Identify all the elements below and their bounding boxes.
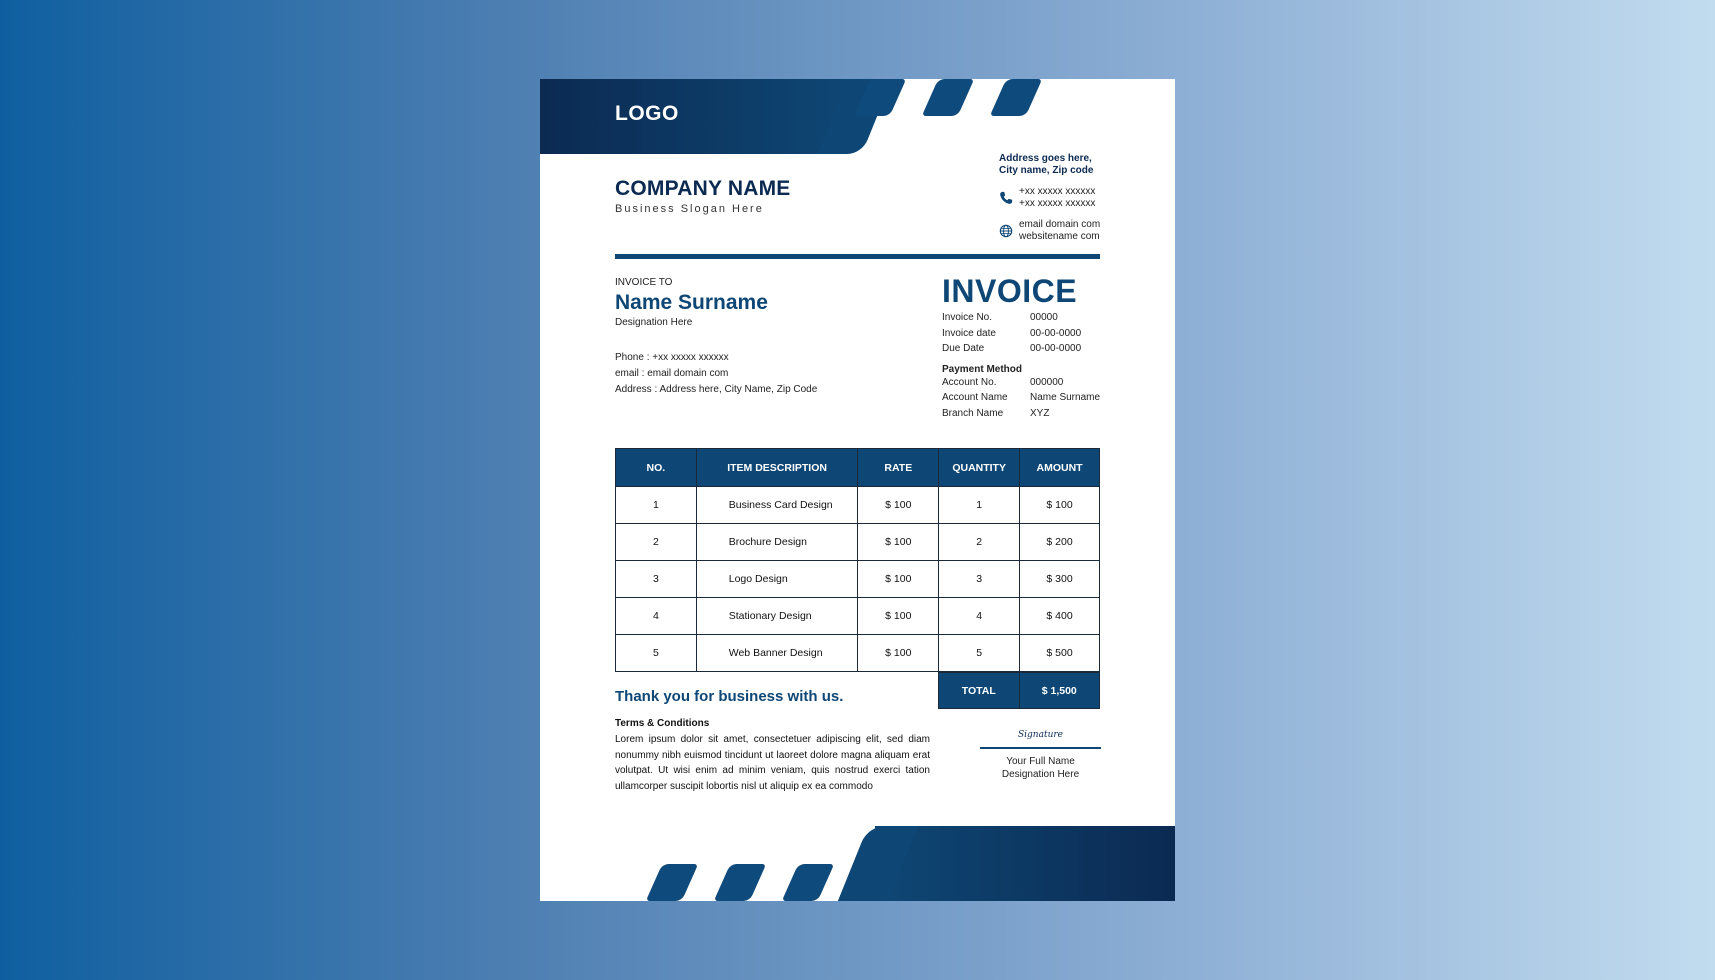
col-header: QUANTITY [939,449,1020,487]
account-name-row [942,390,1112,406]
client-email: email : email domain com [615,368,729,379]
cell-quantity: 5 [939,635,1020,672]
address-line-2: City name, Zip code [999,165,1094,176]
invoice-page [540,79,1175,901]
cell-no: 2 [616,524,697,561]
signer-designation: Designation Here [1001,769,1080,780]
branch-value: XYZ [1030,407,1050,419]
account-name-label: Account Name [942,392,1008,403]
items-table [615,448,1100,672]
cell-quantity: 3 [939,561,1020,598]
email: email domain com [1019,219,1101,230]
cell-amount: $ 300 [1020,561,1100,598]
client-phone: Phone : +xx xxxxx xxxxxx [615,352,729,363]
cell-rate: $ 100 [858,598,939,635]
table-row [616,561,1100,598]
phone-1: +xx xxxxx xxxxxx [1019,186,1096,197]
phone-2: +xx xxxxx xxxxxx [1019,198,1096,209]
invoice-date-value: 00-00-0000 [1030,327,1082,339]
due-date-row [942,341,1112,357]
divider [615,254,1100,259]
cell-description: Logo Design [696,561,858,598]
due-date-value: 00-00-0000 [1030,343,1082,354]
terms-block [615,718,930,794]
cell-no: 4 [616,598,697,635]
company-slogan: Business Slogan Here [615,203,764,215]
globe-icon [999,224,1013,238]
col-header: RATE [858,449,939,487]
total-label: TOTAL [939,673,1019,708]
branch-row [942,406,1112,422]
decor-slash [714,864,766,901]
invoice-details [942,273,1112,421]
terms-body: Lorem ipsum dolor sit amet, consectetuer adipiscing elit, sed diam nonummy nibh euismod tincidunt ut laoreet dolore magna aliquam erat volutpat. Ut wisi enim ad minim veniam, quis nostrud exerci tation ullamcorper suscipit lobortis nisl ut aliquip ex ea commodo [615,734,930,792]
phone-row [999,186,1100,210]
signature-block [980,730,1101,781]
table-header-row [616,449,1100,487]
account-no-label: Account No. [942,376,997,388]
invoice-to-label: INVOICE TO [615,277,673,288]
decor-slash [990,79,1042,116]
phone-icon [999,191,1013,205]
cell-no: 1 [616,487,697,524]
client-address: Address : Address here, City Name, Zip Code [615,384,818,395]
signature-line [980,747,1101,749]
invoice-no-value: 00000 [1030,312,1058,323]
col-header: NO. [616,449,697,487]
decor-slash [782,864,834,901]
total-value: $ 1,500 [1019,673,1100,708]
client-designation: Designation Here [615,317,693,328]
invoice-no-row [942,310,1112,326]
invoice-title: INVOICE [942,273,1078,309]
address-line-1: Address goes here, [999,153,1092,164]
bill-to-block [615,277,817,398]
cell-amount: $ 100 [1020,487,1100,524]
branch-label: Branch Name [942,407,1004,419]
cell-no: 3 [616,561,697,598]
cell-rate: $ 100 [858,561,939,598]
website: websitename com [1019,231,1100,242]
invoice-date-row [942,326,1112,342]
account-no-row [942,375,1112,391]
invoice-date-label: Invoice date [942,327,996,339]
thank-you-note: Thank you for business with us. [615,688,844,705]
cell-rate: $ 100 [858,635,939,672]
decor-slash [646,864,698,901]
company-block [615,177,790,215]
table-row [616,598,1100,635]
footer-band [875,826,1175,901]
client-name: Name Surname [615,291,768,314]
account-no-value: 000000 [1030,376,1064,388]
header-band [540,79,855,154]
terms-heading: Terms & Conditions [615,718,710,729]
cell-description: Stationary Design [696,598,858,635]
col-header: AMOUNT [1020,449,1100,487]
cell-rate: $ 100 [858,487,939,524]
table-row [616,524,1100,561]
payment-method-heading: Payment Method [942,363,1023,375]
company-name: COMPANY NAME [615,177,791,200]
cell-description: Web Banner Design [696,635,858,672]
cell-rate: $ 100 [858,524,939,561]
cell-description: Business Card Design [696,487,858,524]
signer-name: Your Full Name [1006,756,1075,767]
cell-amount: $ 500 [1020,635,1100,672]
signature-mark: Signature [1017,730,1063,740]
invoice-no-label: Invoice No. [942,312,993,323]
contact-block [999,153,1100,243]
cell-amount: $ 400 [1020,598,1100,635]
total-box [938,672,1100,709]
account-name-value: Name Surname [1030,392,1101,403]
cell-description: Brochure Design [696,524,858,561]
table-row [616,487,1100,524]
col-header: ITEM DESCRIPTION [696,449,858,487]
cell-quantity: 4 [939,598,1020,635]
cell-quantity: 1 [939,487,1020,524]
logo: LOGO [615,102,679,125]
cell-no: 5 [616,635,697,672]
due-date-label: Due Date [942,343,985,354]
table-row [616,635,1100,672]
cell-amount: $ 200 [1020,524,1100,561]
cell-quantity: 2 [939,524,1020,561]
web-row [999,219,1100,243]
decor-slash [922,79,974,116]
